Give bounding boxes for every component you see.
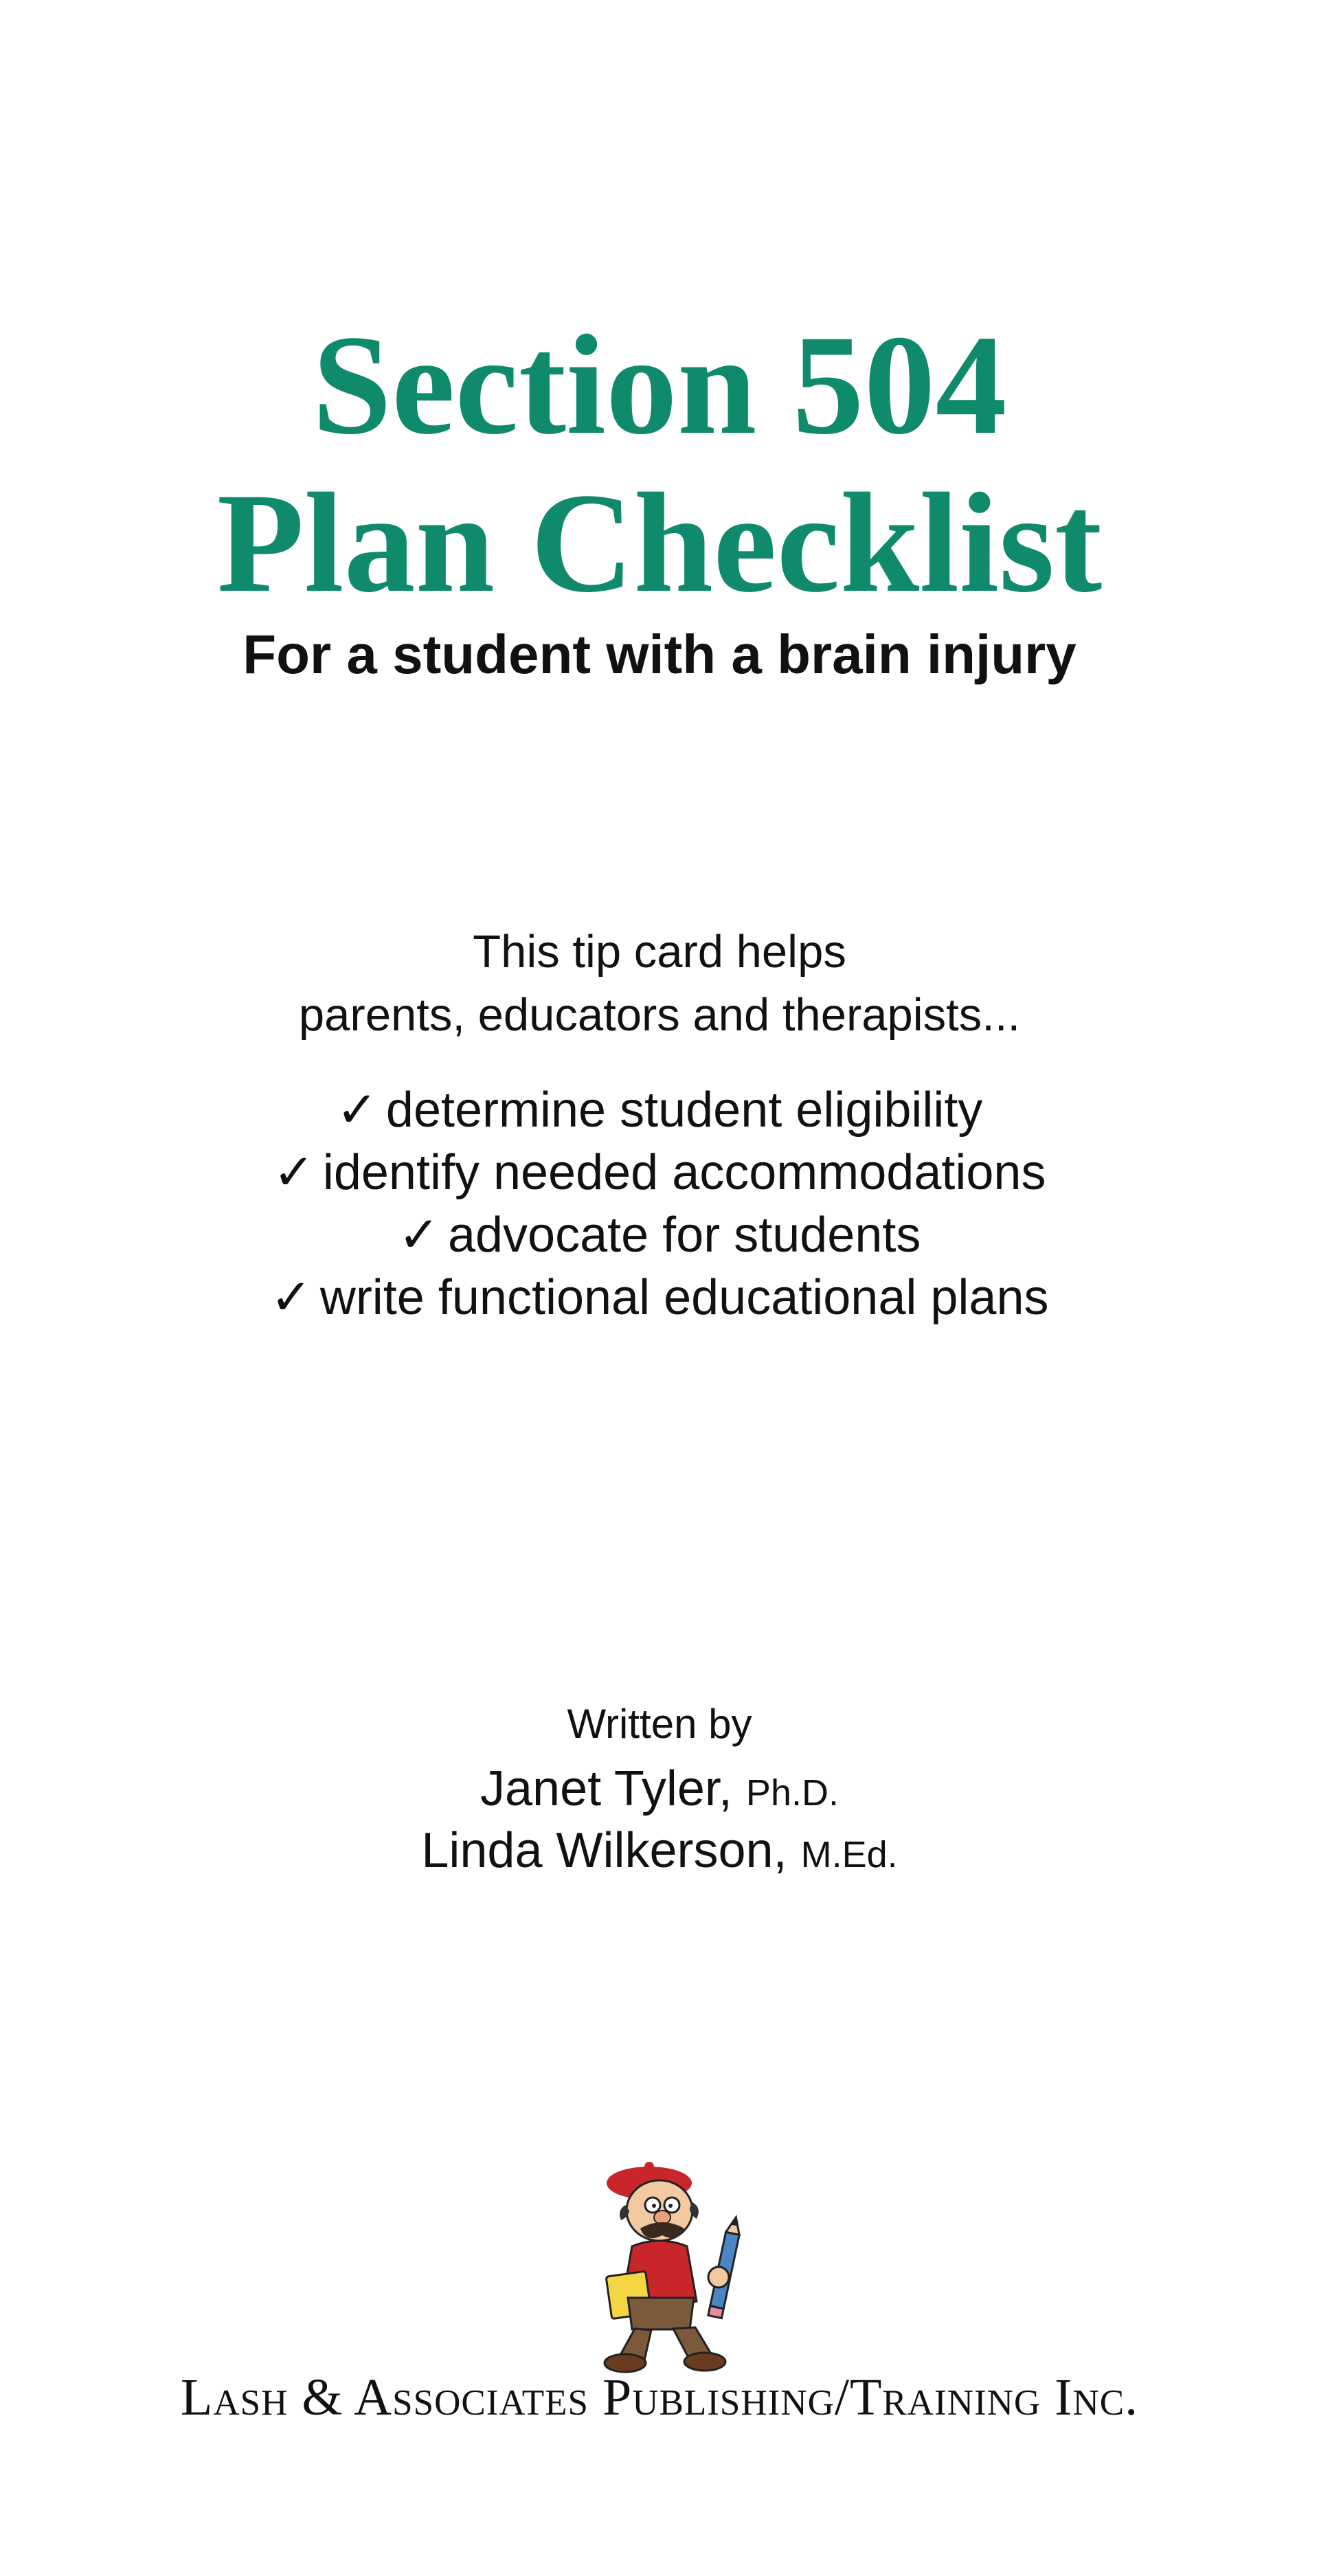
checkmark-icon: ✓ <box>273 1143 315 1201</box>
author-credential: M.Ed. <box>800 1834 898 1875</box>
cartoon-artist-mascot-icon <box>584 2157 763 2384</box>
page-title <box>0 306 1319 622</box>
checklist-item-text: determine student eligibility <box>385 1083 983 1138</box>
checkmark-icon: ✓ <box>270 1268 312 1326</box>
publisher-name: Lash & Associates Publishing/Training Inc. <box>180 2369 1139 2426</box>
checkmark-icon: ✓ <box>398 1206 440 1263</box>
intro-line-2: parents, educators and therapists... <box>298 989 1021 1041</box>
checklist-item-text: identify needed accommodations <box>322 1145 1046 1200</box>
checklist-item-text: advocate for students <box>447 1208 921 1263</box>
author-2 <box>0 1820 1319 1885</box>
written-by-label: Written by <box>567 1701 752 1747</box>
checklist-item <box>0 1266 1319 1329</box>
author-name: Janet Tyler, <box>480 1761 732 1816</box>
title-line-1: Section 504 <box>312 306 1007 464</box>
checklist-item-text: write functional educational plans <box>319 1270 1049 1325</box>
intro-text <box>0 920 1319 1047</box>
author-name: Linda Wilkerson, <box>421 1823 787 1878</box>
title-line-2: Plan Checklist <box>216 464 1103 622</box>
checklist-item <box>0 1078 1319 1141</box>
author-1 <box>0 1759 1319 1823</box>
checkmark-icon: ✓ <box>336 1081 378 1138</box>
checklist-item <box>0 1141 1319 1204</box>
author-credential: Ph.D. <box>745 1772 839 1814</box>
benefits-checklist <box>0 1078 1319 1329</box>
intro-line-1: This tip card helps <box>473 926 846 978</box>
checklist-item <box>0 1204 1319 1266</box>
subtitle: For a student with a brain injury <box>243 624 1076 685</box>
